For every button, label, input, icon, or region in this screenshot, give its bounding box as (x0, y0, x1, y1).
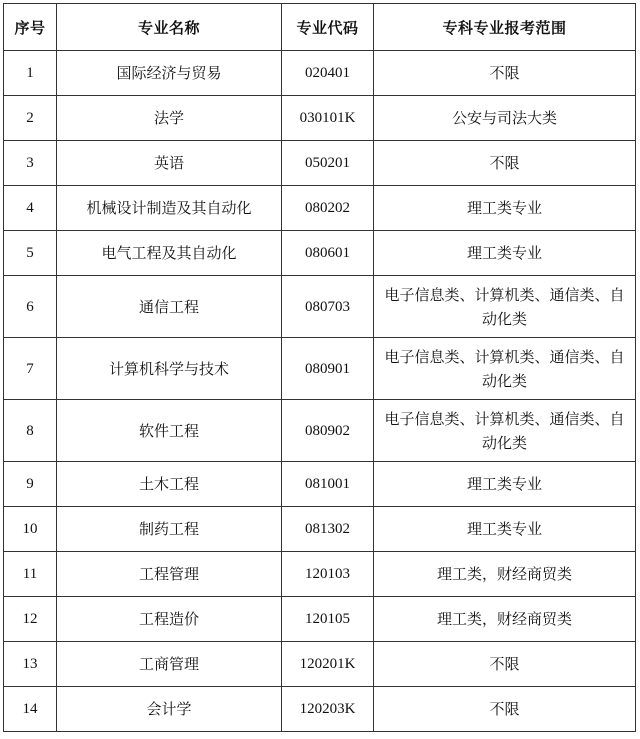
row-major-code: 080703 (282, 276, 374, 338)
row-major-code: 080202 (282, 186, 374, 231)
row-index: 2 (4, 96, 57, 141)
row-major-code: 081001 (282, 462, 374, 507)
row-scope (374, 276, 636, 338)
row-index: 5 (4, 231, 57, 276)
header-code: 专业代码 (282, 4, 374, 51)
row-scope (374, 400, 636, 462)
table-row (4, 276, 636, 338)
row-index: 8 (4, 400, 57, 462)
row-major-name: 工商管理 (57, 642, 282, 687)
row-major-name: 计算机科学与技术 (57, 338, 282, 400)
row-major-name: 机械设计制造及其自动化 (57, 186, 282, 231)
row-scope: 理工类专业 (374, 231, 636, 276)
row-major-code: 080901 (282, 338, 374, 400)
row-index: 13 (4, 642, 57, 687)
row-major-name: 通信工程 (57, 276, 282, 338)
row-index: 6 (4, 276, 57, 338)
header-scope: 专科专业报考范围 (374, 4, 636, 51)
header-name: 专业名称 (57, 4, 282, 51)
majors-table (3, 3, 636, 732)
row-major-name: 电气工程及其自动化 (57, 231, 282, 276)
table-row (4, 141, 636, 186)
row-index: 11 (4, 552, 57, 597)
row-major-code: 080601 (282, 231, 374, 276)
row-major-code: 120103 (282, 552, 374, 597)
row-index: 4 (4, 186, 57, 231)
row-index: 9 (4, 462, 57, 507)
row-major-name: 会计学 (57, 687, 282, 732)
row-major-code: 020401 (282, 51, 374, 96)
row-scope: 不限 (374, 687, 636, 732)
row-major-code: 080902 (282, 400, 374, 462)
row-scope: 公安与司法大类 (374, 96, 636, 141)
row-scope: 不限 (374, 642, 636, 687)
row-scope-text: 电子信息类、计算机类、通信类、自动化类 (384, 347, 625, 390)
header-row (4, 4, 636, 51)
table-row (4, 338, 636, 400)
table-row (4, 51, 636, 96)
row-scope: 不限 (374, 141, 636, 186)
row-major-name: 法学 (57, 96, 282, 141)
table-row (4, 642, 636, 687)
row-scope: 理工类专业 (374, 507, 636, 552)
table-row (4, 687, 636, 732)
row-major-name: 土木工程 (57, 462, 282, 507)
row-major-name: 英语 (57, 141, 282, 186)
row-scope: 理工类专业 (374, 462, 636, 507)
row-index: 14 (4, 687, 57, 732)
row-index: 12 (4, 597, 57, 642)
row-index: 10 (4, 507, 57, 552)
table-row (4, 186, 636, 231)
row-major-name: 软件工程 (57, 400, 282, 462)
row-scope-text: 电子信息类、计算机类、通信类、自动化类 (384, 409, 625, 452)
row-major-name: 制药工程 (57, 507, 282, 552)
row-scope: 理工类专业 (374, 186, 636, 231)
row-scope-text: 电子信息类、计算机类、通信类、自动化类 (384, 285, 625, 328)
header-index: 序号 (4, 4, 57, 51)
row-major-code: 120203K (282, 687, 374, 732)
row-major-name: 国际经济与贸易 (57, 51, 282, 96)
row-major-code: 030101K (282, 96, 374, 141)
table-row (4, 507, 636, 552)
table-row (4, 462, 636, 507)
row-major-name: 工程管理 (57, 552, 282, 597)
table-row (4, 597, 636, 642)
row-index: 7 (4, 338, 57, 400)
table-row (4, 96, 636, 141)
row-major-code: 050201 (282, 141, 374, 186)
row-scope: 理工类，财经商贸类 (374, 552, 636, 597)
row-major-code: 120105 (282, 597, 374, 642)
row-major-code: 120201K (282, 642, 374, 687)
table-row (4, 231, 636, 276)
row-scope (374, 338, 636, 400)
row-scope: 理工类，财经商贸类 (374, 597, 636, 642)
row-major-name: 工程造价 (57, 597, 282, 642)
table-row (4, 552, 636, 597)
table-row (4, 400, 636, 462)
row-scope: 不限 (374, 51, 636, 96)
row-index: 1 (4, 51, 57, 96)
row-index: 3 (4, 141, 57, 186)
row-major-code: 081302 (282, 507, 374, 552)
